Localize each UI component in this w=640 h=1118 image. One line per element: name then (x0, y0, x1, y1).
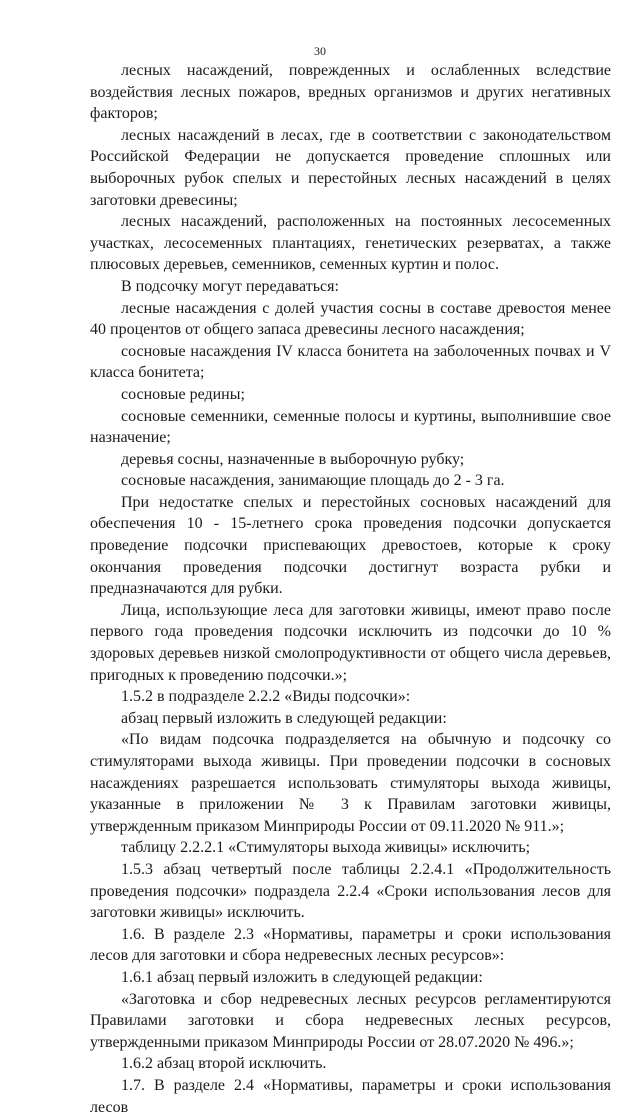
paragraph: лесные насаждения с долей участия сосны в составе древостоя менее 40 процентов от общего запаса древесины лесного насаждения; (90, 299, 611, 339)
paragraph: сосновые семенники, семенные полосы и куртины, выполнившие свое назначение; (90, 407, 611, 447)
paragraph: сосновые редины; (121, 385, 245, 403)
paragraph: «По видам подсочка подразделяется на обычную и подсочку со стимуляторами выхода живицы. При проведении подсочки в сосновых насаждениях разрешается использовать стимуляторы выхода живицы, указанные в приложении № 3 к Правилам заготовки живицы, утвержденным приказом Минприроды России от 09.11.2020 № 911.»; (90, 731, 611, 835)
paragraph: деревья сосны, назначенные в выборочную рубку; (121, 450, 465, 468)
paragraph: сосновые насаждения IV класса бонитета на заболоченных почвах и V класса бонитета; (90, 342, 611, 382)
paragraph: 1.6.2 абзац второй исключить. (121, 1055, 327, 1073)
paragraph: сосновые насаждения, занимающие площадь до 2 - 3 га. (121, 472, 505, 490)
paragraph: 1.5.3 абзац четвертый после таблицы 2.2.4.1 «Продолжительность проведения подсочки» подраздела 2.2.4 «Сроки использования лесов для заготовки живицы» исключить. (90, 860, 611, 922)
paragraph: лесных насаждений, поврежденных и ослабленных вследствие воздействия лесных пожаров, вредных организмов и других негативных факторов; (90, 62, 611, 123)
paragraph: 1.6. В разделе 2.3 «Нормативы, параметры и сроки использования лесов для заготовки и сбора недревесных лесных ресурсов»: (90, 925, 611, 965)
paragraph: В подсочку могут передаваться: (121, 277, 339, 295)
paragraph: При недостатке спелых и перестойных сосновых насаждений для обеспечения 10 - 15-летнего срока проведения подсочки допускается проведение подсочки приспевающих древостоев, которые к сроку окончания проведения подсочки достигнут возраста рубки и предназначаются для рубки. (90, 493, 611, 598)
paragraph: «Заготовка и сбор недревесных лесных ресурсов регламентируются Правилами заготовки и сбора недревесных лесных ресурсов, утвержденными приказом Минприроды России от 28.07.2020 № 496.»; (90, 990, 611, 1051)
paragraph: 1.5.2 в подразделе 2.2.2 «Виды подсочки»: (121, 688, 411, 706)
paragraph: Лица, использующие леса для заготовки живицы, имеют право после первого года проведения подсочки исключить из подсочки до 10 % здоровых деревьев низкой смолопродуктивности от общего числа деревьев, пригодных к проведению подсочки.»; (90, 601, 611, 684)
paragraph: лесных насаждений в лесах, где в соответствии с законодательством Российской Федерации не допускается проведение сплошных или выборочных рубок спелых и перестойных лесных насаждений в целях заготовки древесины; (90, 126, 611, 209)
paragraph: 1.7. В разделе 2.4 «Нормативы, параметры и сроки использования лесов (90, 1076, 611, 1116)
paragraph: лесных насаждений, расположенных на постоянных лесосеменных участках, лесосеменных плантациях, генетических резерватах, а также плюсовых деревьев, семенников, семенных куртин и полос. (90, 213, 611, 274)
paragraph: таблицу 2.2.2.1 «Стимуляторы выхода живицы» исключить; (121, 839, 531, 857)
document-body (90, 60, 611, 1118)
paragraph: абзац первый изложить в следующей редакции: (121, 709, 447, 727)
paragraph: 1.6.1 абзац первый изложить в следующей редакции: (121, 968, 483, 986)
page-number: 30 (314, 44, 326, 58)
